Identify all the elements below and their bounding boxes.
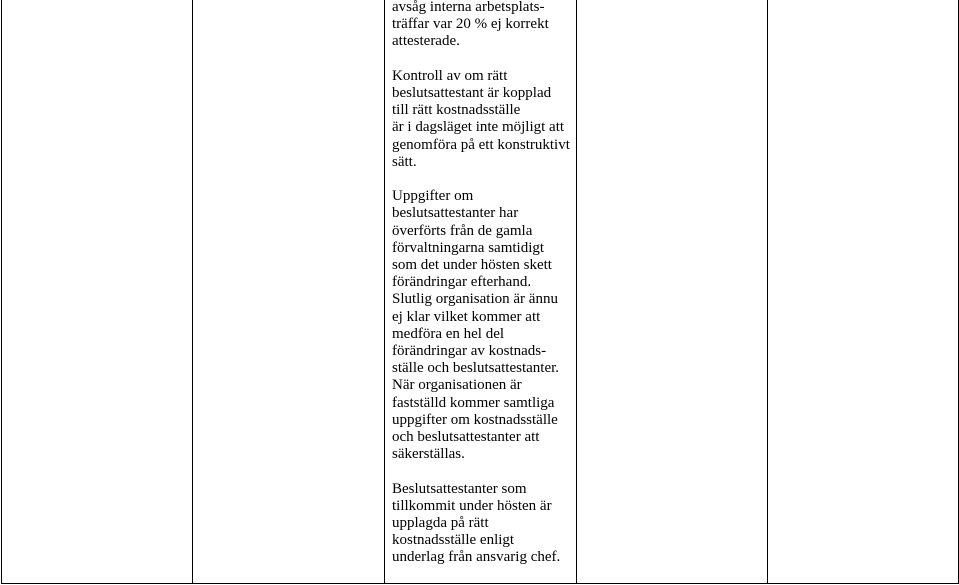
table-border-left: [1, 0, 2, 584]
column-divider-1: [192, 0, 193, 584]
column-divider-4: [767, 0, 768, 584]
table-cell-comment: [392, 0, 574, 567]
column-divider-2: [384, 0, 385, 584]
column-divider-3: [576, 0, 577, 584]
cell-paragraph-4: Beslutsattestanter som tillkommit under hösten är upplagda på rätt kostnadsställe enligt underlag från ansvarig chef.: [392, 480, 561, 566]
cell-paragraph-2: Kontroll av om rätt beslutsattestant är kopplad till rätt kostnadsställe är i dagsläget inte möjligt att genomföra på ett konstruktivt sätt.: [392, 67, 570, 170]
table-border-bottom: [1, 583, 958, 584]
cell-paragraph-3: Uppgifter om beslutsattestanter har överförts från de gamla förvaltningarna samtidigt som det under hösten skett förändringar efterhand. Slutlig organisation är ännu ej klar vilket kommer att medföra en hel del förändringar av kostnads- ställe och beslutsattestanter. När organisationen är fastställd kommer samtliga uppgifter om kostnadsställe och beslutsattestanter att säkerställas.: [392, 188, 560, 463]
cell-paragraph-1: avsåg interna arbetsplats- träffar var 20 % ej korrekt attesterade.: [392, 0, 549, 50]
